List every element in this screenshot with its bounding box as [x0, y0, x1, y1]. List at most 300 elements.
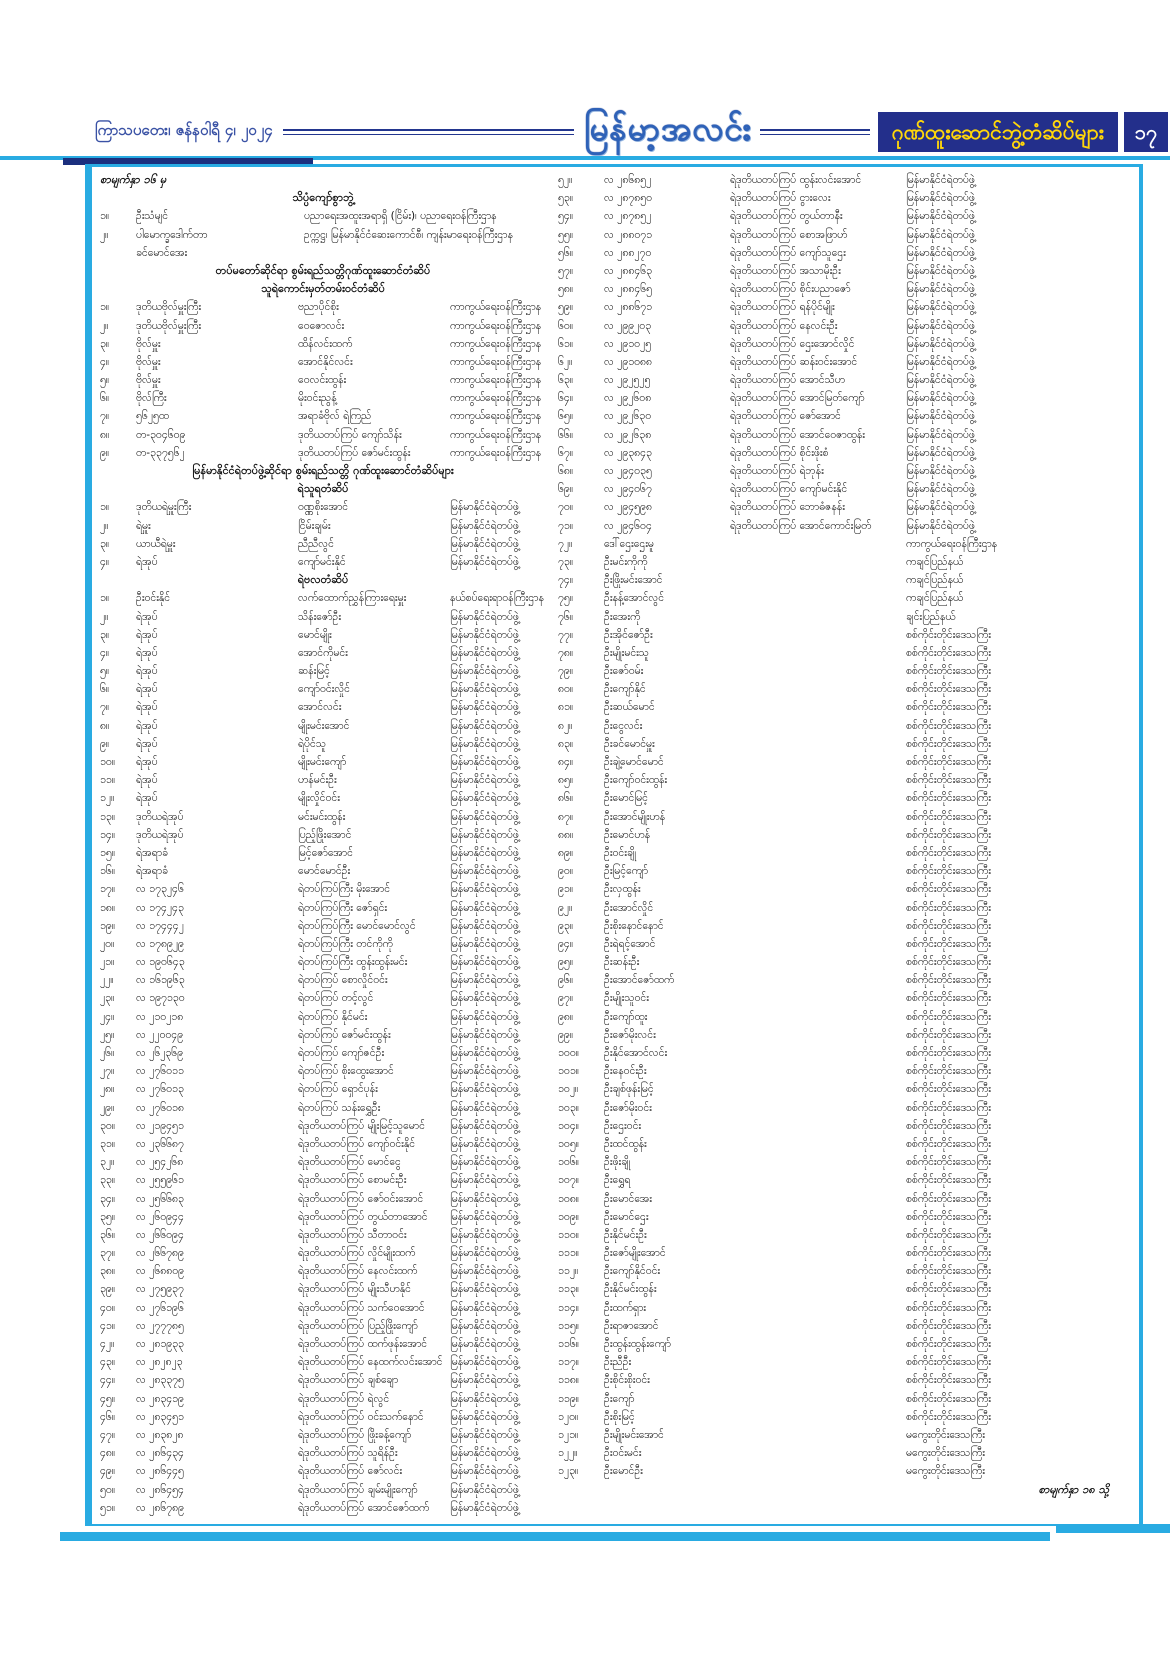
table-cell: ရဲတပ်ကြပ်ကြီး ဇော်ရှင်း: [298, 901, 388, 914]
table-row: [100, 1462, 546, 1480]
table-cell: [100, 244, 136, 262]
table-cell: မြန်မာနိုင်ငံရဲတပ်ဖွဲ့: [450, 883, 519, 896]
table-cell: ဥက္ကဋ္ဌ၊ မြန်မာနိုင်ငံဆေးကောင်စီ၊ ကျန်းမာရေးဝန်ကြီးဌာန: [304, 228, 513, 241]
table-cell: ဦးမင်းကိုကို: [604, 555, 648, 568]
table-cell: ရဲအုပ်: [136, 756, 158, 768]
table-cell: ၅၃။: [558, 192, 573, 205]
table-cell: လ ၂၂၀၀၄၉: [136, 1028, 184, 1041]
table-row: [558, 426, 1137, 444]
table-cell: စစ်ကိုင်းတိုင်းဒေသကြီး: [906, 1101, 991, 1114]
table-cell: မြန်မာနိုင်ငံရဲတပ်ဖွဲ့: [450, 1065, 519, 1078]
table-row: [100, 1244, 546, 1262]
table-cell: ဦးငွေလင်း: [604, 719, 643, 732]
table-cell: စစ်ကိုင်းတိုင်းဒေသကြီး: [906, 683, 991, 696]
table-cell: ရဲပိုင်သူ: [298, 737, 326, 750]
table-cell: ကာကွယ်ရေးဝန်ကြီးဌာန: [450, 319, 542, 332]
table-cell: ဗိုလ်မှူး: [136, 337, 161, 350]
table-cell: ပြည့်ဖြိုးအောင်: [298, 828, 352, 841]
table-row: [100, 989, 546, 1007]
table-cell: မြန်မာနိုင်ငံရဲတပ်ဖွဲ့: [450, 1028, 519, 1041]
table-row: [100, 444, 546, 462]
table-row: [100, 717, 546, 735]
table-row: [558, 1171, 1137, 1189]
table-cell: ၃၅။: [100, 1210, 115, 1223]
table-cell: လ ၂၈၇၈၅၀: [604, 192, 653, 205]
table-cell: ၉၈။: [558, 1010, 574, 1023]
table-cell: ဦးအောင်မျိုးဟန်: [604, 810, 666, 823]
table-cell: ဦးထင်ထွန်း: [604, 1137, 647, 1150]
table-cell: လ ၂၆၆၀၉၄: [136, 1228, 184, 1241]
table-cell: လ ၂၈၆၈၅၂: [604, 174, 652, 186]
table-cell: ရဲတပ်ကြပ် ရှောင်ပုန်း: [298, 1083, 378, 1096]
table-cell: ၅၇။: [558, 264, 573, 277]
table-cell: ၆၇။: [558, 446, 573, 459]
table-cell: ရဲဒုတိယတပ်ကြပ် အသာမိုးဦး: [730, 264, 841, 277]
table-cell: မြန်မာနိုင်ငံရဲတပ်ဖွဲ့: [450, 1392, 519, 1405]
table-cell: ရဲတပ်ကြပ် စိုးထွေးအောင်: [298, 1065, 394, 1078]
table-cell: [730, 1390, 906, 1408]
table-cell: ၈၂။: [558, 719, 573, 732]
table-cell: ရဲဒုတိယတပ်ကြပ် ထက်ဖုန်းအောင်: [298, 1338, 428, 1350]
table-cell: ၃၃။: [100, 1174, 115, 1187]
table-cell: ၂။: [100, 519, 109, 532]
table-row: [558, 862, 1137, 880]
table-cell: ရဲအုပ်: [136, 719, 158, 732]
table-row: [100, 371, 546, 389]
table-cell: ၄၅။: [100, 1392, 115, 1405]
table-cell: ဦးနန့်အောင်လွင်: [604, 592, 665, 605]
table-cell: [730, 1190, 906, 1208]
table-row: [558, 953, 1137, 971]
table-cell: ၈၅။: [558, 774, 574, 787]
table-row: [100, 1499, 546, 1517]
table-cell: စစ်ကိုင်းတိုင်းဒေသကြီး: [906, 628, 991, 641]
table-cell: မြန်မာနိုင်ငံရဲတပ်ဖွဲ့: [906, 355, 975, 368]
table-cell: လ ၂၇၅၉၃၇: [136, 1283, 184, 1296]
table-cell: ၁၁၄။: [558, 1301, 579, 1314]
table-row: [558, 1299, 1137, 1317]
table-cell: ၁၀။: [100, 756, 115, 768]
table-cell: ဦးဌေးဝင်း: [604, 1119, 642, 1132]
table-cell: လ ၂၁၉၄၅၁: [136, 1119, 184, 1132]
table-cell: ဦးဆန်းဦး: [604, 956, 640, 969]
page-number: ၁၇: [1124, 112, 1168, 152]
table-cell: မြန်မာနိုင်ငံရဲတပ်ဖွဲ့: [906, 174, 975, 186]
table-cell: ဦးကျော်နိုင်ဝင်း: [604, 1265, 661, 1278]
table-cell: စစ်ကိုင်းတိုင်းဒေသကြီး: [906, 737, 991, 750]
table-cell: ဦးထွန်းထွန်းကျော်: [604, 1338, 671, 1350]
table-row: [558, 735, 1137, 753]
section-title: တပ်မတော်ဆိုင်ရာ စွမ်းရည်သတ္တိဂုဏ်ထူးဆောင်တံဆိပ်: [215, 263, 431, 277]
table-cell: [730, 971, 906, 989]
table-cell: ဦးရွှေရ: [604, 1174, 631, 1187]
table-row: [558, 971, 1137, 989]
continued-from-note: စာမျက်နှာ ၁၆ မှ: [100, 173, 167, 186]
table-cell: ကာကွယ်ရေးဝန်ကြီးဌာန: [450, 410, 542, 423]
table-cell: စစ်ကိုင်းတိုင်းဒေသကြီး: [906, 1192, 991, 1205]
table-cell: ၁၁၁။: [558, 1247, 579, 1260]
table-cell: မြန်မာနိုင်ငံရဲတပ်ဖွဲ့: [450, 846, 519, 859]
table-cell: ၇၅။: [558, 592, 573, 605]
table-cell: ဦးနိုင်အောင်လင်း: [604, 1047, 668, 1059]
table-cell: ရဲဒုတိယတပ်ကြပ် မောင်ငွေ: [298, 1156, 401, 1169]
table-row: [558, 680, 1137, 698]
table-row: [100, 1062, 546, 1080]
table-cell: ၆။: [100, 392, 110, 405]
table-row: [558, 608, 1137, 626]
table-cell: မြန်မာနိုင်ငံရဲတပ်ဖွဲ့: [906, 483, 975, 496]
table-cell: ကာကွယ်ရေးဝန်ကြီးဌာန: [450, 337, 542, 350]
table-cell: မြန်မာနိုင်ငံရဲတပ်ဖွဲ့: [906, 264, 975, 277]
table-cell: မြန်မာနိုင်ငံရဲတပ်ဖွဲ့: [450, 1374, 519, 1387]
table-row: [558, 498, 1137, 516]
table-cell: ၉၉။: [558, 1028, 573, 1041]
table-cell: ဦးဇော်ဝမ်း: [604, 665, 644, 678]
table-cell: မြန်မာနိုင်ငံရဲတပ်ဖွဲ့: [450, 756, 519, 768]
table-cell: စစ်ကိုင်းတိုင်းဒေသကြီး: [906, 883, 991, 896]
table-cell: ဗိုလ်မှူး: [136, 355, 161, 368]
table-cell: မိုးဝင်းညွန့်: [298, 392, 337, 405]
table-cell: ဦးအောင်လှိုင်: [604, 901, 654, 914]
table-cell: မြန်မာနိုင်ငံရဲတပ်ဖွဲ့: [450, 974, 519, 987]
table-cell: စစ်ကိုင်းတိုင်းဒေသကြီး: [906, 919, 991, 932]
table-cell: ရဲအရာခံ: [136, 846, 168, 859]
table-row: [100, 862, 546, 880]
table-cell: ၁၀၇။: [558, 1174, 579, 1187]
table-row: [100, 1299, 546, 1317]
masthead: [0, 108, 1170, 156]
table-cell: ၅၂။: [558, 174, 573, 186]
table-cell: ဦးကျော်: [604, 1392, 635, 1405]
table-cell: ဝေဇောလင်း: [298, 319, 345, 332]
table-cell: မြန်မာနိုင်ငံရဲတပ်ဖွဲ့: [450, 901, 519, 914]
table-cell: [730, 717, 906, 735]
table-row: [558, 517, 1137, 535]
table-cell: စစ်ကိုင်းတိုင်းဒေသကြီး: [906, 865, 991, 878]
table-cell: ၈၆။: [558, 792, 574, 805]
table-row: [100, 298, 546, 316]
table-cell: ဦးမောင်မြင့်: [604, 792, 648, 805]
table-cell: မြန်မာနိုင်ငံရဲတပ်ဖွဲ့: [450, 1447, 519, 1460]
table-row: [558, 826, 1137, 844]
table-cell: ၅၈။: [558, 283, 574, 296]
table-cell: စစ်ကိုင်းတိုင်းဒေသကြီး: [906, 792, 991, 805]
table-cell: ၆၈။: [558, 465, 574, 477]
table-cell: မြန်မာနိုင်ငံရဲတပ်ဖွဲ့: [450, 737, 519, 750]
table-row: [558, 1153, 1137, 1171]
table-row: [100, 226, 546, 244]
table-row: [558, 771, 1137, 789]
table-cell: ၇၁။: [558, 519, 573, 532]
table-cell: ၄၇။: [100, 1428, 115, 1441]
table-cell: ၆၂။: [558, 355, 573, 368]
section-title: သိပ္ပံကျော်စွာဘွဲ့: [292, 191, 354, 205]
table-cell: စစ်ကိုင်းတိုင်းဒေသကြီး: [906, 901, 991, 914]
table-row: [100, 935, 546, 953]
table-cell: ရဲဒုတိယတပ်ကြပ် ဆန်းဝင်းအောင်: [730, 355, 858, 368]
table-cell: [730, 1353, 906, 1371]
table-cell: ဦးကျော်ဝင်းထွန်း: [604, 774, 668, 787]
table-cell: ၉။: [100, 446, 110, 459]
table-cell: လ ၂၇၆၀၁၁: [136, 1065, 184, 1078]
section-title: ရဲဗလတံဆိပ်: [297, 573, 349, 587]
table-cell: လ ၂၆၂၃၆၉: [136, 1047, 184, 1059]
table-cell: ရဲဒုတိယတပ်ကြပ် ငွားလေး: [730, 192, 831, 205]
table-row: [100, 244, 546, 262]
table-row: [558, 1262, 1137, 1280]
table-cell: ၇၂။: [558, 537, 573, 550]
table-cell: ရဲဒုတိယတပ်ကြပ် နေလင်းဦး: [730, 319, 838, 332]
table-cell: လ ၁၇၈၉၂၉: [136, 937, 184, 950]
table-cell: လ ၁၇၄၂၄၃: [136, 901, 184, 914]
table-cell: ရဲဒုတိယတပ်ကြပ် ရန်ပိုင်မျိုး: [730, 301, 835, 314]
table-row: [558, 989, 1137, 1007]
table-cell: မြန်မာနိုင်ငံရဲတပ်ဖွဲ့: [450, 792, 519, 805]
table-cell: လ ၂၈၇၈၅၂: [604, 210, 652, 223]
table-cell: ၁၀၁။: [558, 1065, 579, 1078]
table-cell: ၈၈။: [558, 828, 574, 841]
table-cell: စစ်ကိုင်းတိုင်းဒေသကြီး: [906, 1410, 991, 1423]
table-cell: ဦးဆယ်မောင်: [604, 701, 655, 714]
table-cell: စစ်ကိုင်းတိုင်းဒေသကြီး: [906, 1356, 991, 1369]
table-cell: လ ၂၈၈၄၆၅: [604, 283, 653, 296]
table-cell: မြန်မာနိုင်ငံရဲတပ်ဖွဲ့: [906, 192, 975, 205]
table-row: [100, 535, 546, 553]
table-cell: ၄။: [100, 355, 110, 368]
table-cell: ၁၄။: [100, 828, 115, 841]
table-cell: မြန်မာနိုင်ငံရဲတပ်ဖွဲ့: [450, 1465, 519, 1478]
table-cell: ရဲတပ်ကြပ် ကျော်ဇင်ဦး: [298, 1047, 385, 1059]
table-row: [100, 1390, 546, 1408]
table-row: [558, 189, 1137, 207]
table-cell: နယ်စပ်ရေးရာဝန်ကြီးဌာန: [450, 592, 544, 605]
table-cell: ၁၁၆။: [558, 1338, 579, 1350]
table-cell: ၉၀။: [558, 865, 573, 878]
table-cell: ဦးရဲရင့်အောင်: [604, 937, 656, 950]
table-row: [558, 1462, 1137, 1480]
table-cell: ၇၆။: [558, 610, 573, 623]
table-cell: လ ၂၈၆၄၃၄: [136, 1447, 184, 1460]
table-cell: စစ်ကိုင်းတိုင်းဒေသကြီး: [906, 956, 991, 969]
table-cell: ၆၆။: [558, 428, 573, 441]
table-cell: လ ၂၈၈၂၇၀: [604, 246, 652, 259]
table-row: [100, 498, 546, 516]
table-cell: မြန်မာနိုင်ငံရဲတပ်ဖွဲ့: [450, 1192, 519, 1205]
table-cell: လ ၂၈၈၄၆၃: [604, 264, 653, 277]
table-row: [558, 480, 1137, 498]
table-row: [100, 1117, 546, 1135]
table-row: [558, 407, 1137, 425]
table-row: [558, 1135, 1137, 1153]
table-cell: ရဲဒုတိယတပ်ကြပ် ပြည့်ဖြိုးကျော်: [298, 1319, 418, 1332]
table-cell: လက်ထောက်ညွှန်ကြားရေးမှူး: [298, 592, 407, 605]
table-cell: မြန်မာနိုင်ငံရဲတပ်ဖွဲ့: [450, 701, 519, 714]
table-cell: ၉၆။: [558, 974, 573, 987]
table-cell: မြန်မာနိုင်ငံရဲတပ်ဖွဲ့: [906, 337, 975, 350]
table-cell: စစ်ကိုင်းတိုင်းဒေသကြီး: [906, 1210, 991, 1223]
table-row: [100, 353, 546, 371]
table-cell: မြန်မာနိုင်ငံရဲတပ်ဖွဲ့: [450, 1501, 519, 1514]
table-cell: [730, 1444, 906, 1462]
table-cell: လ ၂၉၃၈၄၃: [604, 446, 652, 459]
table-cell: မြန်မာနိုင်ငံရဲတပ်ဖွဲ့: [450, 992, 519, 1005]
table-cell: [730, 935, 906, 953]
table-cell: ရဲဒုတိယတပ်ကြပ် ဌေးအောင်လှိုင်: [730, 337, 855, 350]
table-row: [100, 771, 546, 789]
table-cell: စစ်ကိုင်းတိုင်းဒေသကြီး: [906, 828, 991, 841]
table-cell: ရဲတပ်ကြပ် တင့်လွင်: [298, 992, 374, 1005]
table-cell: ဦးထက်ရှား: [604, 1301, 646, 1314]
table-cell: လ ၂၆၀၉၄၄: [136, 1210, 184, 1223]
table-row: [100, 680, 546, 698]
table-cell: ရဲအုပ်: [136, 610, 158, 623]
table-cell: ကာကွယ်ရေးဝန်ကြီးဌာန: [450, 301, 542, 314]
table-cell: ရဲတပ်ကြပ် ဇော်မင်းထွန်း: [298, 1028, 391, 1041]
table-row: [100, 589, 546, 607]
table-cell: မြန်မာနိုင်ငံရဲတပ်ဖွဲ့: [906, 465, 975, 477]
table-row: [100, 317, 546, 335]
table-cell: လ ၂၉၄၀၆၇: [604, 483, 652, 496]
table-cell: ဦးဇော်မိုးဝင်း: [604, 1101, 652, 1114]
table-cell: ၅၁။: [100, 1501, 115, 1514]
table-cell: ၅၄။: [558, 210, 573, 223]
table-cell: ၉၇။: [558, 992, 573, 1005]
table-cell: ရဲဒုတိယတပ်ကြပ် သက်ဝေအောင်: [298, 1301, 425, 1314]
table-cell: [730, 899, 906, 917]
table-cell: ၂၈။: [100, 1083, 115, 1096]
table-cell: ၈၉။: [558, 846, 574, 859]
table-cell: [730, 1153, 906, 1171]
table-cell: လ ၁၆၁၉၆၃: [136, 974, 185, 987]
table-cell: လ ၂၈၆၄၄၅: [136, 1465, 184, 1478]
table-cell: [730, 1099, 906, 1117]
frame-bottom-bar: [60, 1532, 1050, 1541]
table-cell: ၃၂။: [100, 1156, 115, 1169]
table-cell: ၁၅။: [100, 846, 115, 859]
table-cell: ကာကွယ်ရေးဝန်ကြီးဌာန: [450, 374, 542, 387]
table-cell: [730, 608, 906, 626]
table-cell: ၈။: [100, 428, 110, 441]
table-cell: ဦးနိုင်မင်းထွန်း: [604, 1283, 657, 1296]
table-cell: မောင်မျိုး: [298, 628, 332, 641]
table-row: [558, 1008, 1137, 1026]
table-cell: ရဲအုပ်: [136, 628, 158, 641]
table-cell: ဦးရာဇာအောင်: [604, 1319, 659, 1332]
table-cell: မြန်မာနိုင်ငံရဲတပ်ဖွဲ့: [450, 937, 519, 950]
table-cell: ကျော်မင်းနိုင်: [298, 555, 346, 568]
table-cell: ၁၀၂။: [558, 1083, 579, 1096]
table-cell: ရဲဒုတိယတပ်ကြပ် ရဲလွင်: [298, 1392, 390, 1405]
table-row: [100, 789, 546, 807]
table-cell: စစ်ကိုင်းတိုင်းဒေသကြီး: [906, 1265, 991, 1278]
table-cell: ၃၆။: [100, 1228, 115, 1241]
table-cell: ဒုတိယဗိုလ်မှူးကြီး: [136, 301, 202, 314]
table-cell: ၁။: [100, 210, 110, 223]
table-row: [558, 1062, 1137, 1080]
table-cell: [730, 771, 906, 789]
table-cell: ၁၇။: [100, 883, 115, 896]
table-cell: ၁၁၈။: [558, 1374, 579, 1387]
table-cell: [730, 826, 906, 844]
table-cell: လ ၂၈၃၄၅၁: [136, 1410, 184, 1423]
table-cell: [730, 989, 906, 1007]
table-cell: ၁၀၉။: [558, 1210, 579, 1223]
table-row: [558, 917, 1137, 935]
table-cell: ၃၈။: [100, 1265, 116, 1278]
table-row: [558, 1099, 1137, 1117]
table-cell: ၃၀။: [100, 1119, 115, 1132]
table-cell: မြန်မာနိုင်ငံရဲတပ်ဖွဲ့: [906, 283, 975, 296]
table-cell: ဝဏ္ဏစိုးအောင်: [298, 501, 349, 514]
table-row: [558, 1335, 1137, 1353]
table-cell: [730, 626, 906, 644]
table-cell: ဒုတိယတပ်ကြပ် ကျော်သိန်း: [298, 428, 402, 441]
table-cell: လ ၂၁၀၂၁၈: [136, 1010, 184, 1023]
table-cell: ၄၄။: [100, 1374, 115, 1387]
table-cell: မြန်မာနိုင်ငံရဲတပ်ဖွဲ့: [450, 1356, 519, 1369]
table-cell: လ ၁၉၇၁၃၀: [136, 992, 185, 1005]
table-cell: စစ်ကိုင်းတိုင်းဒေသကြီး: [906, 1174, 991, 1187]
table-cell: [730, 1171, 906, 1189]
table-cell: ၁၂။: [100, 792, 115, 805]
table-cell: မကွေးတိုင်းဒေသကြီး: [906, 1428, 985, 1441]
table-cell: ရဲဒုတိယတပ်ကြပ် ဝင်းသက်နောင်: [298, 1410, 424, 1423]
table-cell: ရဲဒုတိယတပ်ကြပ် စောအဖြာဟ်: [730, 228, 848, 241]
table-row: [100, 407, 546, 425]
table-cell: ညီညီလွင်: [298, 537, 334, 550]
table-cell: ၉၂။: [558, 901, 573, 914]
table-cell: [304, 244, 546, 262]
table-cell: ဦးနေဝင်းဦး: [604, 1065, 647, 1078]
table-cell: ၉၅။: [558, 956, 573, 969]
table-cell: လ ၁၇၃၂၄၆: [136, 883, 184, 896]
table-cell: လ ၂၅၄၂၆၈: [136, 1156, 184, 1169]
table-cell: ၂၃။: [100, 992, 115, 1005]
table-cell: ခင်မောင်အေး: [136, 246, 188, 259]
table-cell: မြန်မာနိုင်ငံရဲတပ်ဖွဲ့: [450, 1483, 519, 1496]
table-row: [100, 1026, 546, 1044]
table-row: [100, 644, 546, 662]
table-cell: မြန်မာနိုင်ငံရဲတပ်ဖွဲ့: [450, 1156, 519, 1169]
section-title: ရဲသူရတံဆိပ်: [297, 482, 349, 496]
table-cell: ၆၅။: [558, 410, 573, 423]
table-cell: [730, 553, 906, 571]
table-cell: လ ၂၆၈၈၀၉: [136, 1265, 185, 1278]
table-cell: ဦးဝင်းနိုင်: [136, 592, 171, 605]
table-cell: ကာကွယ်ရေးဝန်ကြီးဌာန: [906, 537, 998, 550]
table-cell: ရဲဒုတိယတပ်ကြပ် နေထက်လင်းအောင်: [298, 1356, 443, 1369]
table-row: [558, 298, 1137, 316]
table-cell: ရဲဒုတိယတပ်ကြပ် ကျော်မင်းနိုင်: [730, 483, 848, 496]
table-row: [558, 262, 1137, 280]
table-cell: ဦးမျိုးမင်းသူ: [604, 646, 649, 659]
table-cell: မြန်မာနိုင်ငံရဲတပ်ဖွဲ့: [906, 392, 975, 405]
table-cell: ၃။: [100, 628, 110, 641]
table-cell: ရဲတပ်ကြပ်ကြီး တင်ကိုကို: [298, 937, 393, 950]
table-cell: ဦးဇော်မျိုးအောင်: [604, 1247, 666, 1260]
table-cell: ၁၉။: [100, 919, 115, 932]
table-cell: [730, 1208, 906, 1226]
table-row: [558, 444, 1137, 462]
table-row: [558, 717, 1137, 735]
table-cell: စစ်ကိုင်းတိုင်းဒေသကြီး: [906, 1137, 991, 1150]
table-cell: ၁၁၀။: [558, 1228, 579, 1241]
table-cell: ၄၆။: [100, 1410, 115, 1423]
table-cell: မြန်မာနိုင်ငံရဲတပ်ဖွဲ့: [450, 646, 519, 659]
table-cell: [730, 917, 906, 935]
table-cell: [730, 1262, 906, 1280]
table-cell: လ ၂၈၁၉၃၃: [136, 1338, 184, 1350]
